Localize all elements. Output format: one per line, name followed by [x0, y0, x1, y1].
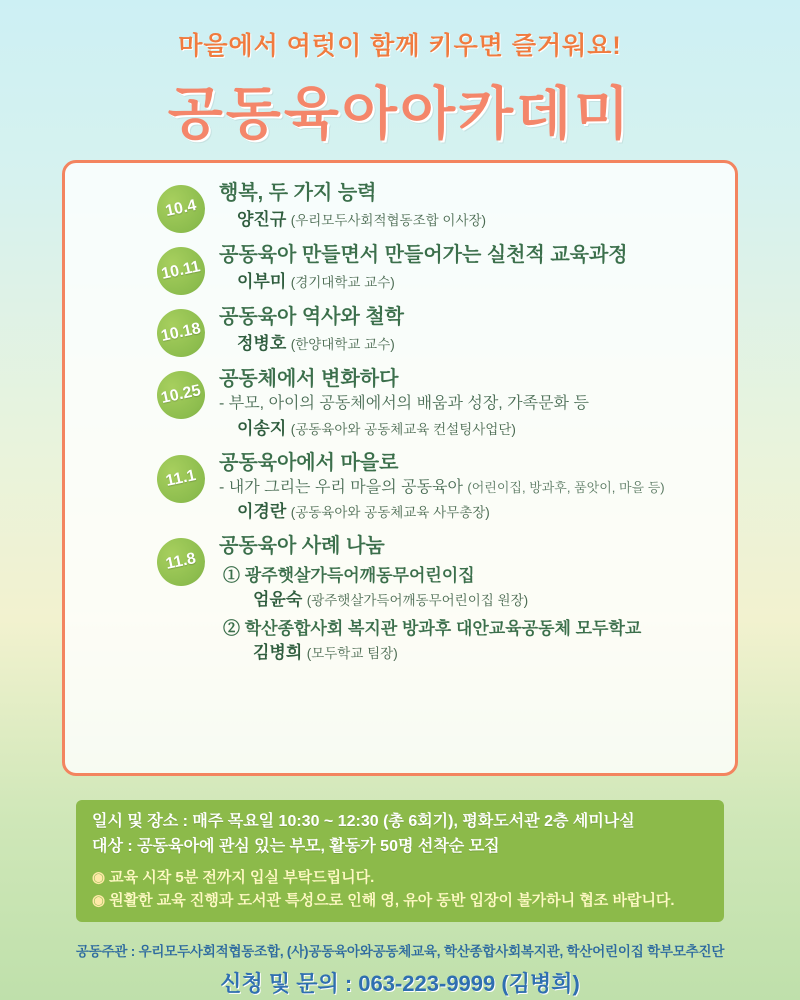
session-title: 행복, 두 가지 능력	[219, 182, 377, 204]
speaker-line	[219, 501, 715, 524]
speaker-affiliation: (우리모두사회적협동조합 이사장)	[290, 213, 487, 228]
speaker-affiliation: (모두학교 팀장)	[306, 645, 398, 661]
event-audience: 대상 : 공동육아에 관심 있는 부모, 활동가 50명 선착순 모집	[92, 837, 500, 855]
session-body	[219, 179, 715, 232]
session-date-badge: 10.4	[153, 181, 210, 238]
speaker-name: 정병호	[237, 334, 287, 353]
page-title: 공동육아아카데미	[167, 82, 633, 146]
notice-text: 원활한 교육 진행과 도서관 특성으로 인해 영, 유아 동반 입장이 불가하니 협조 바랍니다.	[109, 891, 675, 909]
session-subtitle: - 부모, 아이의 공동체에서의 배움과 성장, 가족문화 등	[219, 395, 589, 412]
list-item	[85, 179, 715, 233]
speaker-name: 엄윤숙	[253, 590, 303, 610]
notice-item	[92, 889, 710, 912]
session-title: 공동체에서 변화하다	[219, 368, 399, 390]
speaker-name: 이부미	[237, 272, 287, 291]
speaker-affiliation: (광주햇살가득어깨동무어린이집 원장)	[306, 593, 529, 609]
speaker-line	[219, 418, 715, 441]
notice-list	[92, 866, 710, 913]
speaker-line	[219, 333, 715, 356]
session-date-badge: 10.11	[153, 243, 210, 300]
speaker-affiliation: (공동육아와 공동체교육 사무총장)	[290, 505, 490, 521]
speaker-name: 이송지	[237, 418, 287, 438]
speaker-line	[219, 271, 715, 294]
session-subtitle-note: (어린이집, 방과후, 품앗이, 마을 등)	[467, 479, 665, 495]
speaker-affiliation: (경기대학교 교수)	[290, 275, 395, 290]
poster-footer	[0, 940, 800, 998]
session-body	[219, 532, 715, 665]
list-item	[85, 241, 715, 295]
organizers-text: 공동주관 : 우리모두사회적협동조합, (사)공동육아와공동체교육, 학산종합사회복지관, 학산어린이집 학부모추진단	[75, 944, 725, 959]
speaker-name: 이경란	[237, 502, 287, 522]
session-case-item: ① 광주햇살가득어깨동무어린이집	[223, 566, 475, 586]
session-date-badge: 11.1	[153, 450, 210, 507]
list-item	[85, 532, 715, 665]
session-body	[219, 303, 715, 356]
event-info-box	[76, 800, 724, 922]
session-subtitle	[219, 478, 715, 499]
session-case-item: ② 학산종합사회 복지관 방과후 대안교육공동체 모두학교	[223, 618, 642, 638]
session-title: 공동육아 사례 나눔	[219, 535, 385, 558]
poster-kicker: 마을에서 여럿이 함께 키우면 즐거워요!	[178, 32, 622, 60]
bullet-icon: ◉	[92, 868, 106, 886]
session-body	[219, 449, 715, 525]
session-title: 공동육아에서 마을로	[219, 451, 399, 474]
speaker-line	[219, 589, 715, 612]
session-title: 공동육아 역사와 철학	[219, 306, 404, 328]
speaker-name: 김병희	[253, 642, 303, 662]
speaker-affiliation: (한양대학교 교수)	[290, 337, 395, 352]
notice-item	[92, 866, 710, 889]
list-item	[85, 303, 715, 357]
session-body	[219, 365, 715, 441]
contact-text: 신청 및 문의 : 063-223-9999 (김병희)	[220, 971, 580, 996]
event-datetime-location: 일시 및 장소 : 매주 목요일 10:30 ~ 12:30 (총 6회기), 평화도서관 2층 세미나실	[92, 813, 635, 830]
speaker-name: 양진규	[237, 210, 287, 229]
session-date-badge: 10.25	[153, 367, 210, 424]
session-title: 공동육아 만들면서 만들어가는 실천적 교육과정	[219, 244, 628, 266]
poster-header	[0, 0, 800, 150]
speaker-line	[219, 209, 715, 232]
program-schedule-box	[62, 160, 738, 776]
list-item	[85, 365, 715, 441]
session-body	[219, 241, 715, 294]
notice-text: 교육 시작 5분 전까지 입실 부탁드립니다.	[109, 868, 375, 886]
session-date-badge: 11.8	[153, 534, 210, 591]
session-subtitle-text: - 내가 그리는 우리 마을의 공동육아	[219, 478, 463, 496]
session-date-badge: 10.18	[153, 305, 210, 362]
list-item	[85, 449, 715, 525]
speaker-line	[219, 642, 715, 665]
speaker-affiliation: (공동육아와 공동체교육 컨설팅사업단)	[290, 421, 516, 437]
bullet-icon: ◉	[92, 891, 106, 909]
